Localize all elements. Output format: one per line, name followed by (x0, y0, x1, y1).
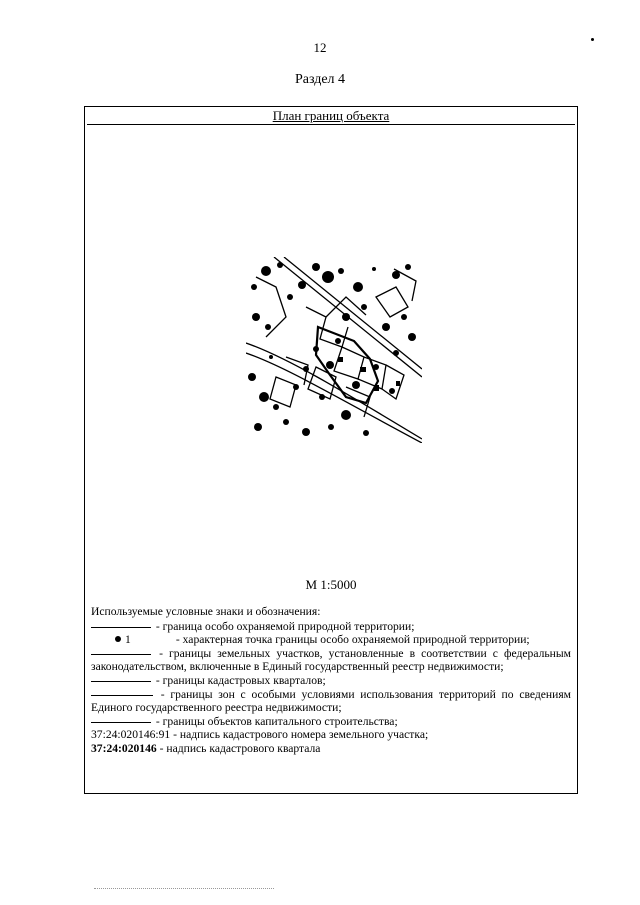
legend-item-text: - границы земельных участков, установленные в соответствии с федеральным законодательством, включенные в Единый государственный реестр недвижимости; (91, 646, 571, 674)
legend-item (91, 728, 571, 742)
legend-item (91, 633, 571, 647)
legend-item-text: - границы кадастровых кварталов; (155, 673, 326, 687)
plan-title-row (87, 107, 575, 125)
quarter-number-code: 37:24:020146 (91, 741, 157, 755)
point-dot-icon (115, 636, 121, 642)
building-line-symbol (91, 722, 151, 723)
legend-item-text: - границы объектов капитального строительства; (155, 714, 398, 728)
legend-item-text: - граница особо охраняемой природной территории; (155, 619, 415, 633)
boundary-line-symbol (91, 627, 151, 628)
legend-item (91, 647, 571, 674)
legend-item (91, 742, 571, 756)
plan-title: План границ объекта (272, 108, 390, 123)
scan-footer-artifact (94, 884, 274, 889)
legend (91, 605, 571, 756)
legend-item-text: - характерная точка границы особо охраняемой природной территории; (175, 633, 530, 647)
zone-line-symbol (91, 695, 153, 696)
boundary-point-symbol (91, 633, 173, 647)
parcel-line-symbol (91, 654, 151, 655)
map-scale: М 1:5000 (305, 577, 357, 592)
cadastral-map-image (246, 257, 422, 443)
point-label: 1 (125, 633, 131, 647)
page-number: 12 (313, 40, 327, 55)
legend-item (91, 620, 571, 634)
section-title: Раздел 4 (294, 72, 346, 87)
legend-title: Используемые условные знаки и обозначения: (91, 605, 321, 618)
legend-item (91, 674, 571, 688)
legend-item-text: - надпись кадастрового номера земельного участка; (173, 728, 429, 742)
quarter-line-symbol (91, 681, 151, 682)
legend-item (91, 715, 571, 729)
parcel-number-code: 37:24:020146:91 (91, 728, 171, 742)
object-boundary-plan-frame (84, 106, 578, 794)
legend-item-text: - надпись кадастрового квартала (159, 741, 321, 755)
legend-item-text: - границы зон с особыми условиями использования территорий по сведениям Единого государственного реестра недвижимости; (91, 687, 571, 715)
legend-item (91, 688, 571, 715)
